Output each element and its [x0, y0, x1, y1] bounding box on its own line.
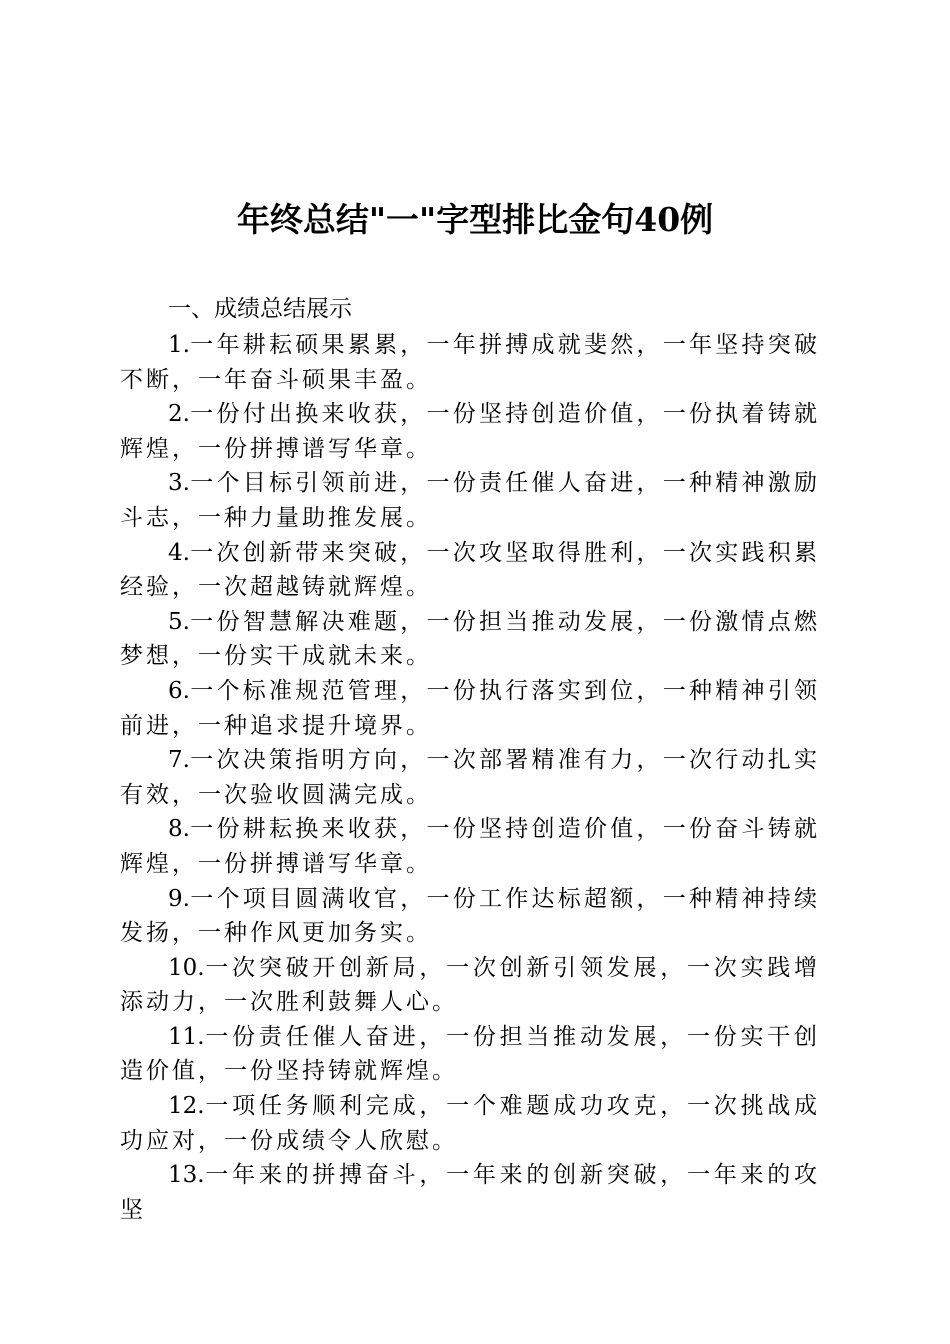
- list-item: [120, 882, 820, 951]
- list-item: [120, 812, 820, 881]
- item-text: 一份智慧解决难题，一份担当推动发展，一份激情点燃梦想，一份实干成就未来。: [120, 608, 820, 670]
- list-item: [120, 951, 820, 1020]
- list-item: [120, 605, 820, 674]
- item-number: 9.: [168, 885, 190, 912]
- item-text: 一份责任催人奋进，一份担当推动发展，一份实干创造价值，一份坚持铸就辉煌。: [120, 1023, 820, 1085]
- item-number: 7.: [168, 747, 190, 774]
- item-text: 一年耕耘硕果累累，一年拼搏成就斐然，一年坚持突破不断，一年奋斗硕果丰盈。: [120, 332, 820, 393]
- item-text: 一个标准规范管理，一份执行落实到位，一种精神引领前进，一种追求提升境界。: [120, 677, 820, 739]
- item-text: 一个目标引领前进，一份责任催人奋进，一种精神激励斗志，一种力量助推发展。: [120, 470, 820, 531]
- item-number: 10.: [168, 954, 205, 981]
- item-text: 一个项目圆满收官，一份工作达标超额，一种精神持续发扬，一种作风更加务实。: [120, 885, 820, 947]
- item-number: 5.: [168, 608, 190, 635]
- list-item: [120, 674, 820, 743]
- item-text: 一项任务顺利完成，一个难题成功攻克，一次挑战成功应对，一份成绩令人欣慰。: [120, 1093, 820, 1154]
- document-title: 年终总结"一"字型排比金句40例: [236, 200, 714, 239]
- list-item: [120, 397, 820, 466]
- item-number: 8.: [168, 816, 190, 843]
- list-item: [120, 536, 820, 605]
- list-item: [120, 466, 820, 535]
- item-text: 一份付出换来收获，一份坚持创造价值，一份执着铸就辉煌，一份拼搏谱写华章。: [120, 401, 820, 462]
- list-item: [120, 1020, 820, 1089]
- item-text: 一次创新带来突破，一次攻坚取得胜利，一次实践积累经验，一次超越铸就辉煌。: [120, 539, 820, 601]
- list-item: [120, 1089, 820, 1158]
- item-number: 6.: [168, 677, 190, 704]
- item-text: 一份耕耘换来收获，一份坚持创造价值，一份奋斗铸就辉煌，一份拼搏谱写华章。: [120, 816, 820, 877]
- item-number: 13.: [168, 1162, 205, 1189]
- list-item: [120, 743, 820, 812]
- item-number: 3.: [168, 470, 190, 497]
- item-text: 一年来的拼搏奋斗，一年来的创新突破，一年来的攻坚: [120, 1162, 820, 1223]
- section-heading: 一、成绩总结展示: [168, 296, 352, 322]
- item-number: 2.: [168, 401, 190, 428]
- item-number: 12.: [168, 1093, 205, 1120]
- item-text: 一次决策指明方向，一次部署精准有力，一次行动扎实有效，一次验收圆满完成。: [120, 747, 820, 808]
- document-body: [120, 290, 820, 1223]
- item-text: 一次突破开创新局，一次创新引领发展，一次实践增添动力，一次胜利鼓舞人心。: [120, 954, 820, 1016]
- list-item: [120, 1158, 820, 1223]
- item-number: 11.: [168, 1023, 205, 1050]
- list-item: [120, 328, 820, 397]
- item-number: 4.: [168, 539, 190, 566]
- item-number: 1.: [168, 332, 190, 358]
